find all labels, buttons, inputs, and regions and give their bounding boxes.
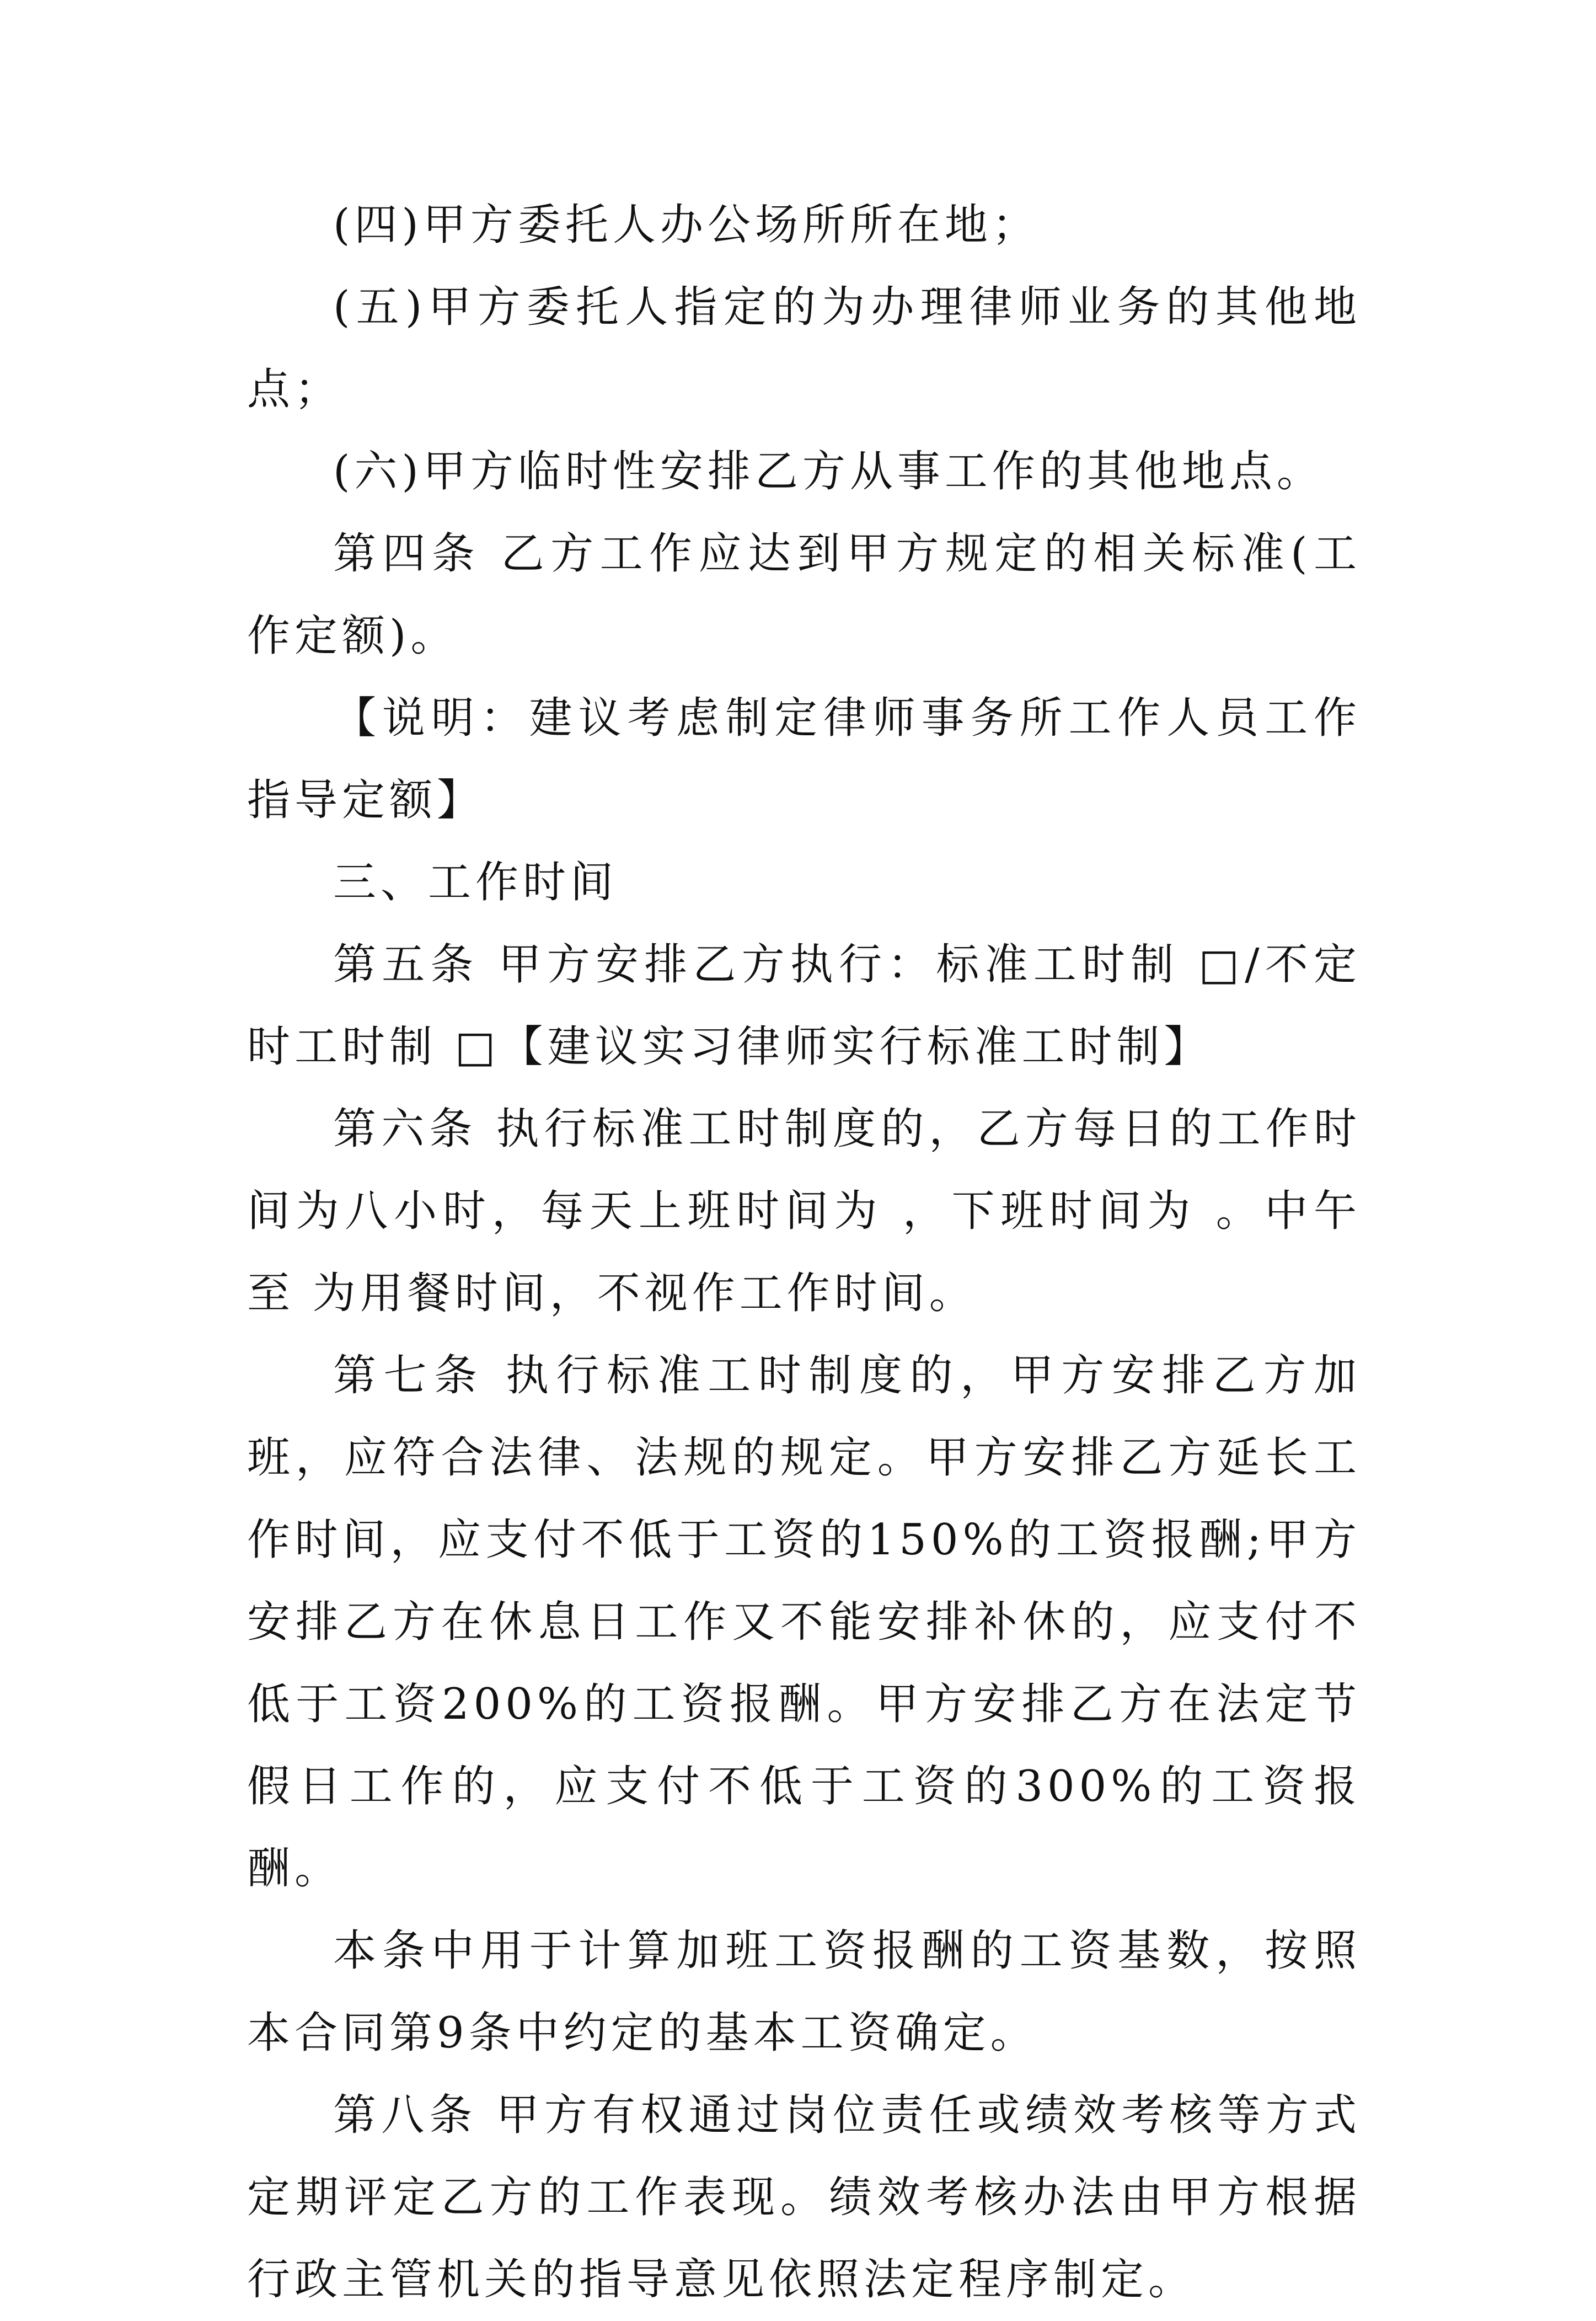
article-4: 第四条 乙方工作应达到甲方规定的相关标准(工作定额)。 [247, 529, 1361, 661]
section-heading-work-time: 三、工作时间 [333, 858, 618, 907]
clause-item-6: (六)甲方临时性安排乙方从事工作的其他地点。 [333, 447, 1324, 496]
note-paragraph: 【说明：建议考虑制定律师事务所工作人员工作指导定额】 [247, 693, 1361, 825]
article-7: 第七条 执行标准工时制度的，甲方安排乙方加班，应符合法律、法规的规定。甲方安排乙方延长工作时间，应支付不低于工资的150%的工资报酬;甲方安排乙方在休息日工作又不能安排补休的，应支付不低于工资200%的工资报酬。甲方安排乙方在法定节假日工作的，应支付不低于工资的300%的工资报酬。 [247, 1351, 1361, 1894]
clause-item-4: (四)甲方委托人办公场所所在地； [333, 200, 1040, 250]
clause-item-5: (五)甲方委托人指定的为办理律师业务的其他地点； [247, 282, 1361, 414]
article-7-base-pay: 本条中用于计算加班工资报酬的工资基数，按照本合同第9条中约定的基本工资确定。 [247, 1926, 1361, 2058]
article-6: 第六条 执行标准工时制度的，乙方每日的工作时间为八小时，每天上班时间为 ，下班时间为 。中午 至 为用餐时间，不视作工作时间。 [247, 1104, 1361, 1318]
article-5: 第五条 甲方安排乙方执行：标准工时制 □/不定时工时制 □【建议实习律师实行标准工时制】 [247, 940, 1361, 1072]
article-8: 第八条 甲方有权通过岗位责任或绩效考核等方式定期评定乙方的工作表现。绩效考核办法由甲方根据行政主管机关的指导意见依照法定程序制定。 [247, 2090, 1361, 2304]
document-body [247, 184, 1361, 2321]
